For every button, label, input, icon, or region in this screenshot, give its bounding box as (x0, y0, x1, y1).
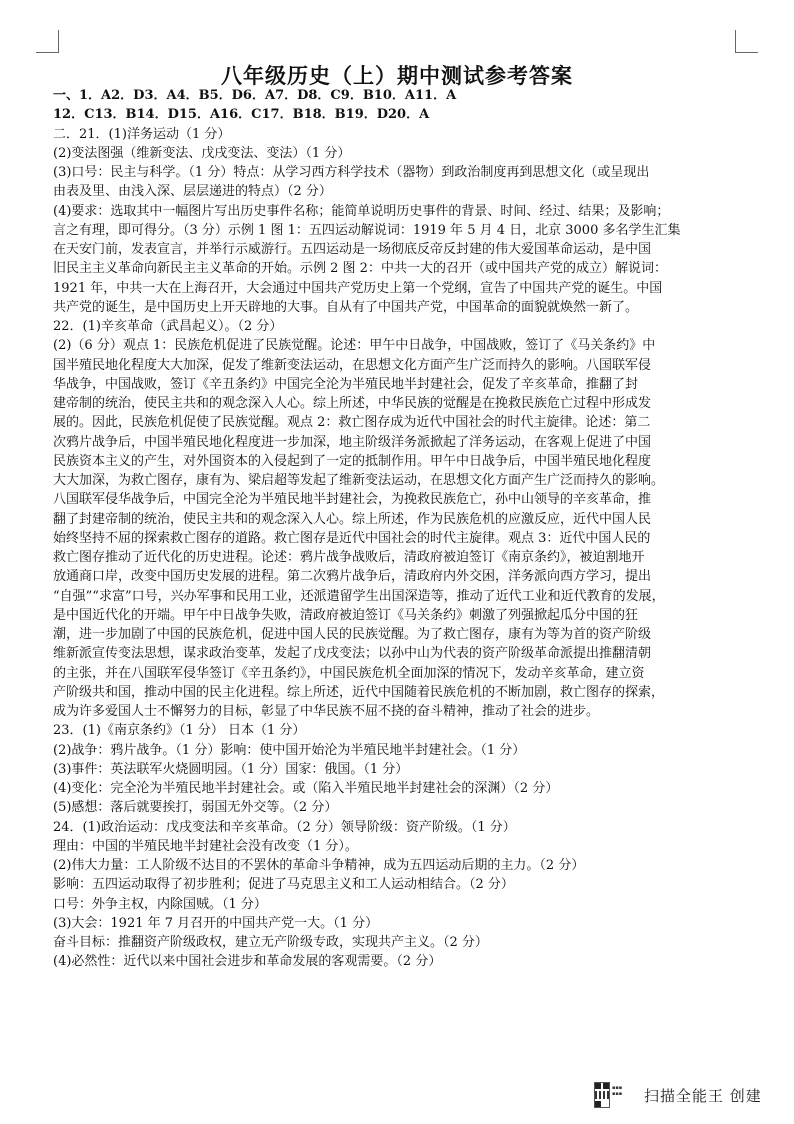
text-line: 的主张，并在八国联军侵华签订《辛丑条约》，中国民族危机全面加深的情况下，发动辛亥革命，建立资 (53, 665, 645, 681)
text-line: 由表及里、由浅入深、层层递进的特点）（2 分） (53, 184, 332, 200)
text-line: 二．21．(1)洋务运动（1 分） (53, 126, 231, 142)
text-line: 12．C13．B14．D15．A16．C17．B18．B19．D20．A (53, 107, 430, 123)
text-line: 旧民主主义革命向新民主主义革命的开始。示例 2 图 2：中共一大的召开（或中国共产党的成立）解说词： (53, 261, 667, 277)
text-line: (4)变化：完全沦为半殖民地半封建社会。或（陷入半殖民地半封建社会的深渊）（2 分） (53, 781, 559, 796)
text-line: 华战争，中国战败，签订《辛丑条约》中国完全沦为半殖民地半封建社会，促发了辛亥革命，推翻了封 (53, 376, 639, 392)
text-line: 23．(1)《南京条约》（1 分） 日本（1 分） (53, 723, 306, 739)
text-line: 潮，进一步加剧了中国的民族危机，促进中国人民的民族觉醒。为了救亡图存，康有为等为首的资产阶级 (53, 627, 652, 642)
camscanner-logo-icon: ▪▪▪ ▪▪▪ (594, 1081, 634, 1109)
text-line: 国半殖民地化程度大大加深，促发了维新变法运动，在思想文化方面产生广泛而持久的影响。八国联军侵 (53, 357, 652, 373)
text-line: “自强”“求富”口号，兴办军事和民用工业，还派遣留学生出国深造等，推动了近代工业和近代教育的发展， (53, 588, 665, 604)
text-line: (2)战争：鸦片战争。（1 分）影响：使中国开始沦为半殖民地半封建社会。（1 分） (53, 742, 526, 758)
text-line: 八国联军侵华战争后，中国完全沦为半殖民地半封建社会，为挽救民族危亡，孙中山领导的辛亥革命，推 (53, 492, 652, 508)
page-title: 八年级历史（上）期中测试参考答案 (221, 63, 573, 88)
text-line: 言之有理，即可得分。（3 分）示例 1 图 1：五四运动解说词：1919 年 5 月 4 日，北京 3000 多名学生汇集 (53, 222, 681, 238)
text-line: (5)感想：落后就要挨打，弱国无外交等。（2 分） (53, 800, 338, 816)
watermark-text: 扫描全能王 创建 (644, 1086, 762, 1105)
text-line: (4)要求：选取其中一幅图片写出历史事件名称；能简单说明历史事件的背景、时间、经过、结果；及影响； (53, 203, 670, 219)
text-line: 1921 年，中共一大在上海召开，大会通过中国共产党历史上第一个党纲，宣告了中国共产党的诞生。中国 (53, 280, 663, 296)
text-line: 共产党的诞生，是中国历史上开天辟地的大事。自从有了中国共产党，中国革命的面貌就焕然一新了。 (53, 299, 639, 315)
text-line: (2)（6 分）观点 1：民族危机促进了民族觉醒。论述：甲午中日战争，中国战败，签订了《马关条约》中 (53, 338, 656, 354)
text-line: (3)大会：1921 年 7 月召开的中国共产党一大。（1 分） (53, 915, 379, 931)
text-line: 理由：中国的半殖民地半封建社会没有改变（1 分）。 (53, 838, 358, 854)
text-line: 始终坚持不屈的探索救亡图存的道路。救亡图存是近代中国社会的时代主旋律。观点 3：近代中国人民的 (53, 530, 651, 546)
text-line: 大大加深，为救亡图存，康有为、梁启超等发起了维新变法运动，在思想文化方面产生广泛而持久的影响。 (53, 473, 665, 488)
text-line: (4)必然性：近代以来中国社会进步和革命发展的客观需要。（2 分） (53, 954, 442, 970)
text-line: 口号：外争主权，内除国贼。（1 分） (53, 896, 267, 912)
text-line: (2)变法图强（维新变法、戊戌变法、变法）（1 分） (53, 145, 351, 161)
text-line: 救亡图存推动了近代化的历史进程。论述：鸦片战争战败后，清政府被迫签订《南京条约》，被迫割地开 (53, 550, 645, 565)
text-line: 放通商口岸，改变中国历史发展的进程。第二次鸦片战争后，清政府内外交困，洋务派向西方学习，提出 (53, 569, 652, 585)
text-line: 影响：五四运动取得了初步胜利；促进了马克思主义和工人运动相结合。（2 分） (53, 877, 514, 893)
text-line: 次鸦片战争后，中国半殖民地化程度进一步加深，地主阶级洋务派掀起了洋务运动，在客观上促进了中国 (53, 434, 652, 450)
corner-mark-left (36, 30, 59, 53)
text-line: 成为许多爱国人士不懈努力的目标，彰显了中华民族不屈不挠的奋斗精神，推动了社会的进步。 (53, 704, 600, 719)
text-line: 展的。因此，民族危机促使了民族觉醒。观点 2：救亡图存成为近代中国社会的时代主旋律。论述：第二 (53, 415, 651, 431)
answer-body (53, 86, 750, 972)
text-line: 24．(1)政治运动：戊戌变法和辛亥革命。（2 分）领导阶级：资产阶级。（1 分） (53, 819, 516, 835)
text-line: 一、1．A2．D3．A4．B5．D6．A7．D8．C9．B10．A11．A (53, 88, 457, 103)
text-line: 22．(1)辛亥革命（武昌起义）。（2 分） (53, 319, 283, 334)
text-line: 产阶级共和国，推动中国的民主化进程。综上所述，近代中国随着民族危机的不断加剧，救亡图存的探索， (53, 684, 665, 700)
text-line: 奋斗目标：推翻资产阶级政权，建立无产阶级专政，实现共产主义。（2 分） (53, 935, 488, 950)
text-line: 民族资本主义的产生，对外国资本的入侵起到了一定的抵制作用。甲午中日战争后，中国半殖民地化程度 (53, 453, 652, 469)
text-line: (2)伟大力量：工人阶级不达目的不罢休的革命斗争精神，成为五四运动后期的主力。（2 分） (53, 858, 585, 873)
text-line: 在天安门前，发表宣言，并举行示威游行。五四运动是一场彻底反帝反封建的伟大爱国革命运动，是中国 (53, 242, 652, 257)
text-line: 维新派宣传变法思想，谋求政治变革，发起了戊戌变法；以孙中山为代表的资产阶级革命派提出推翻清朝 (53, 646, 652, 662)
text-line: 建帝制的统治，使民主共和的观念深入人心。综上所述，中华民族的觉醒是在挽救民族危亡过程中形成发 (53, 396, 652, 411)
text-line: 是中国近代化的开端。甲午中日战争失败，清政府被迫签订《马关条约》刺激了列强掀起瓜分中国的狂 (53, 607, 639, 623)
text-line: (3)口号：民主与科学。（1 分）特点：从学习西方科学技术（器物）到政治制度再到思想文化（或呈现出 (53, 165, 650, 180)
scanner-watermark (594, 1080, 762, 1110)
corner-mark-right (735, 30, 758, 53)
text-line: 翻了封建帝制的统治，使民主共和的观念深入人心。综上所述，作为民族危机的应激反应，近代中国人民 (53, 511, 652, 527)
text-line: (3)事件：英法联军火烧圆明园。（1 分）国家：俄国。（1 分） (53, 761, 409, 777)
